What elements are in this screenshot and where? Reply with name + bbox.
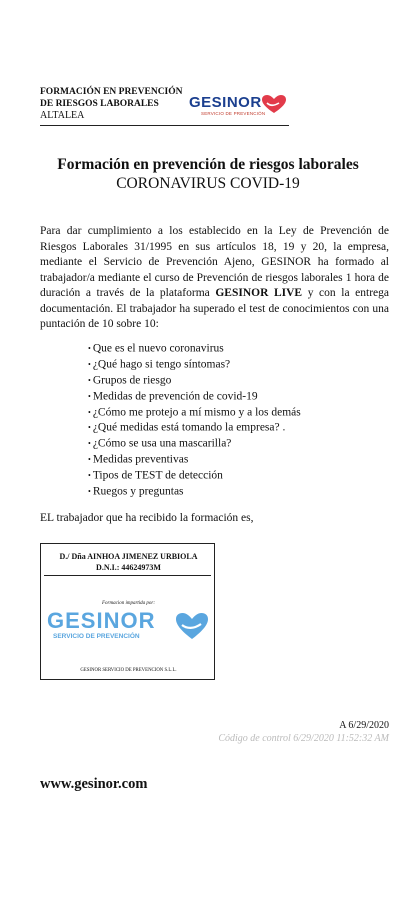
certificate-divider [44,575,211,576]
logo-name: GESINOR [189,94,262,111]
received-statement: EL trabajador que ha recibido la formación es, [40,512,254,524]
certificate-footer: GESINOR SERVICIO DE PREVENCION S.L.L. [80,668,177,673]
document-title: Formación en prevención de riesgos laborales [57,156,359,173]
stamp-logo-subtitle: SERVICIO DE PREVENCIÓN [53,633,140,640]
list-item: • Medidas preventivas [88,452,301,468]
header-organization [40,86,183,122]
header-divider [40,125,289,126]
header-line-3: ALTALEA [40,110,85,121]
document-subtitle: CORONAVIRUS COVID-19 [116,175,300,192]
issue-date: A 6/29/2020 [339,720,389,731]
trainee-name: D./ Dña AINHOA JIMENEZ URBIOLA [59,552,198,561]
list-item: • Que es el nuevo coronavirus [88,341,301,357]
body-text-start: Para dar cumplimiento a los establecido en la Ley de Prevención de Riesgos Laborales 31/1995 en sus artículos 18, 19 y 20, la empresa, mediante el Servicio de Prevención Ajeno, GESINOR ha formado al trabajador/a mediante el curso de Prevención de riesgos laborales 1 hora de duración a través de la plataforma [40,225,389,299]
control-code: Código de control 6/29/2020 11:52:32 AM [218,733,389,744]
list-item: • Tipos de TEST de detección [88,468,301,484]
trainee-dni: D.N.I.: 44624973M [96,563,161,572]
list-item: • ¿Qué medidas está tomando la empresa? . [88,420,301,436]
logo-subtitle: SERVICIO DE PREVENCIÓN [201,111,266,116]
body-paragraph [40,224,389,333]
heart-hand-icon [261,94,287,114]
gesinor-logo [189,94,299,122]
list-item: • Medidas de prevención de covid-19 [88,389,301,405]
topics-list [88,341,301,500]
list-item: • Grupos de riesgo [88,373,301,389]
stamp-logo-name: GESINOR [47,608,156,633]
website-link[interactable]: www.gesinor.com [40,776,148,792]
list-item: • ¿Cómo me protejo a mí mismo y a los demás [88,405,301,421]
stamp-heart-hand-icon [174,611,210,641]
header-line-1: FORMACIÓN EN PREVENCIÓN [40,87,183,97]
certificate-box [40,543,215,680]
imparted-by-label: Formacion impartida por: [101,601,156,606]
list-item: • ¿Qué hago si tengo síntomas? [88,357,301,373]
header-line-2: DE RIESGOS LABORALES [40,99,159,109]
list-item: • Ruegos y preguntas [88,484,301,500]
body-text-end: y con la entrega documentación. El trabajador ha superado el test de conocimientos con una puntación de 10 sobre 10: [40,287,389,330]
list-item: • ¿Cómo se usa una mascarilla? [88,436,301,452]
platform-name: GESINOR LIVE [215,287,303,299]
